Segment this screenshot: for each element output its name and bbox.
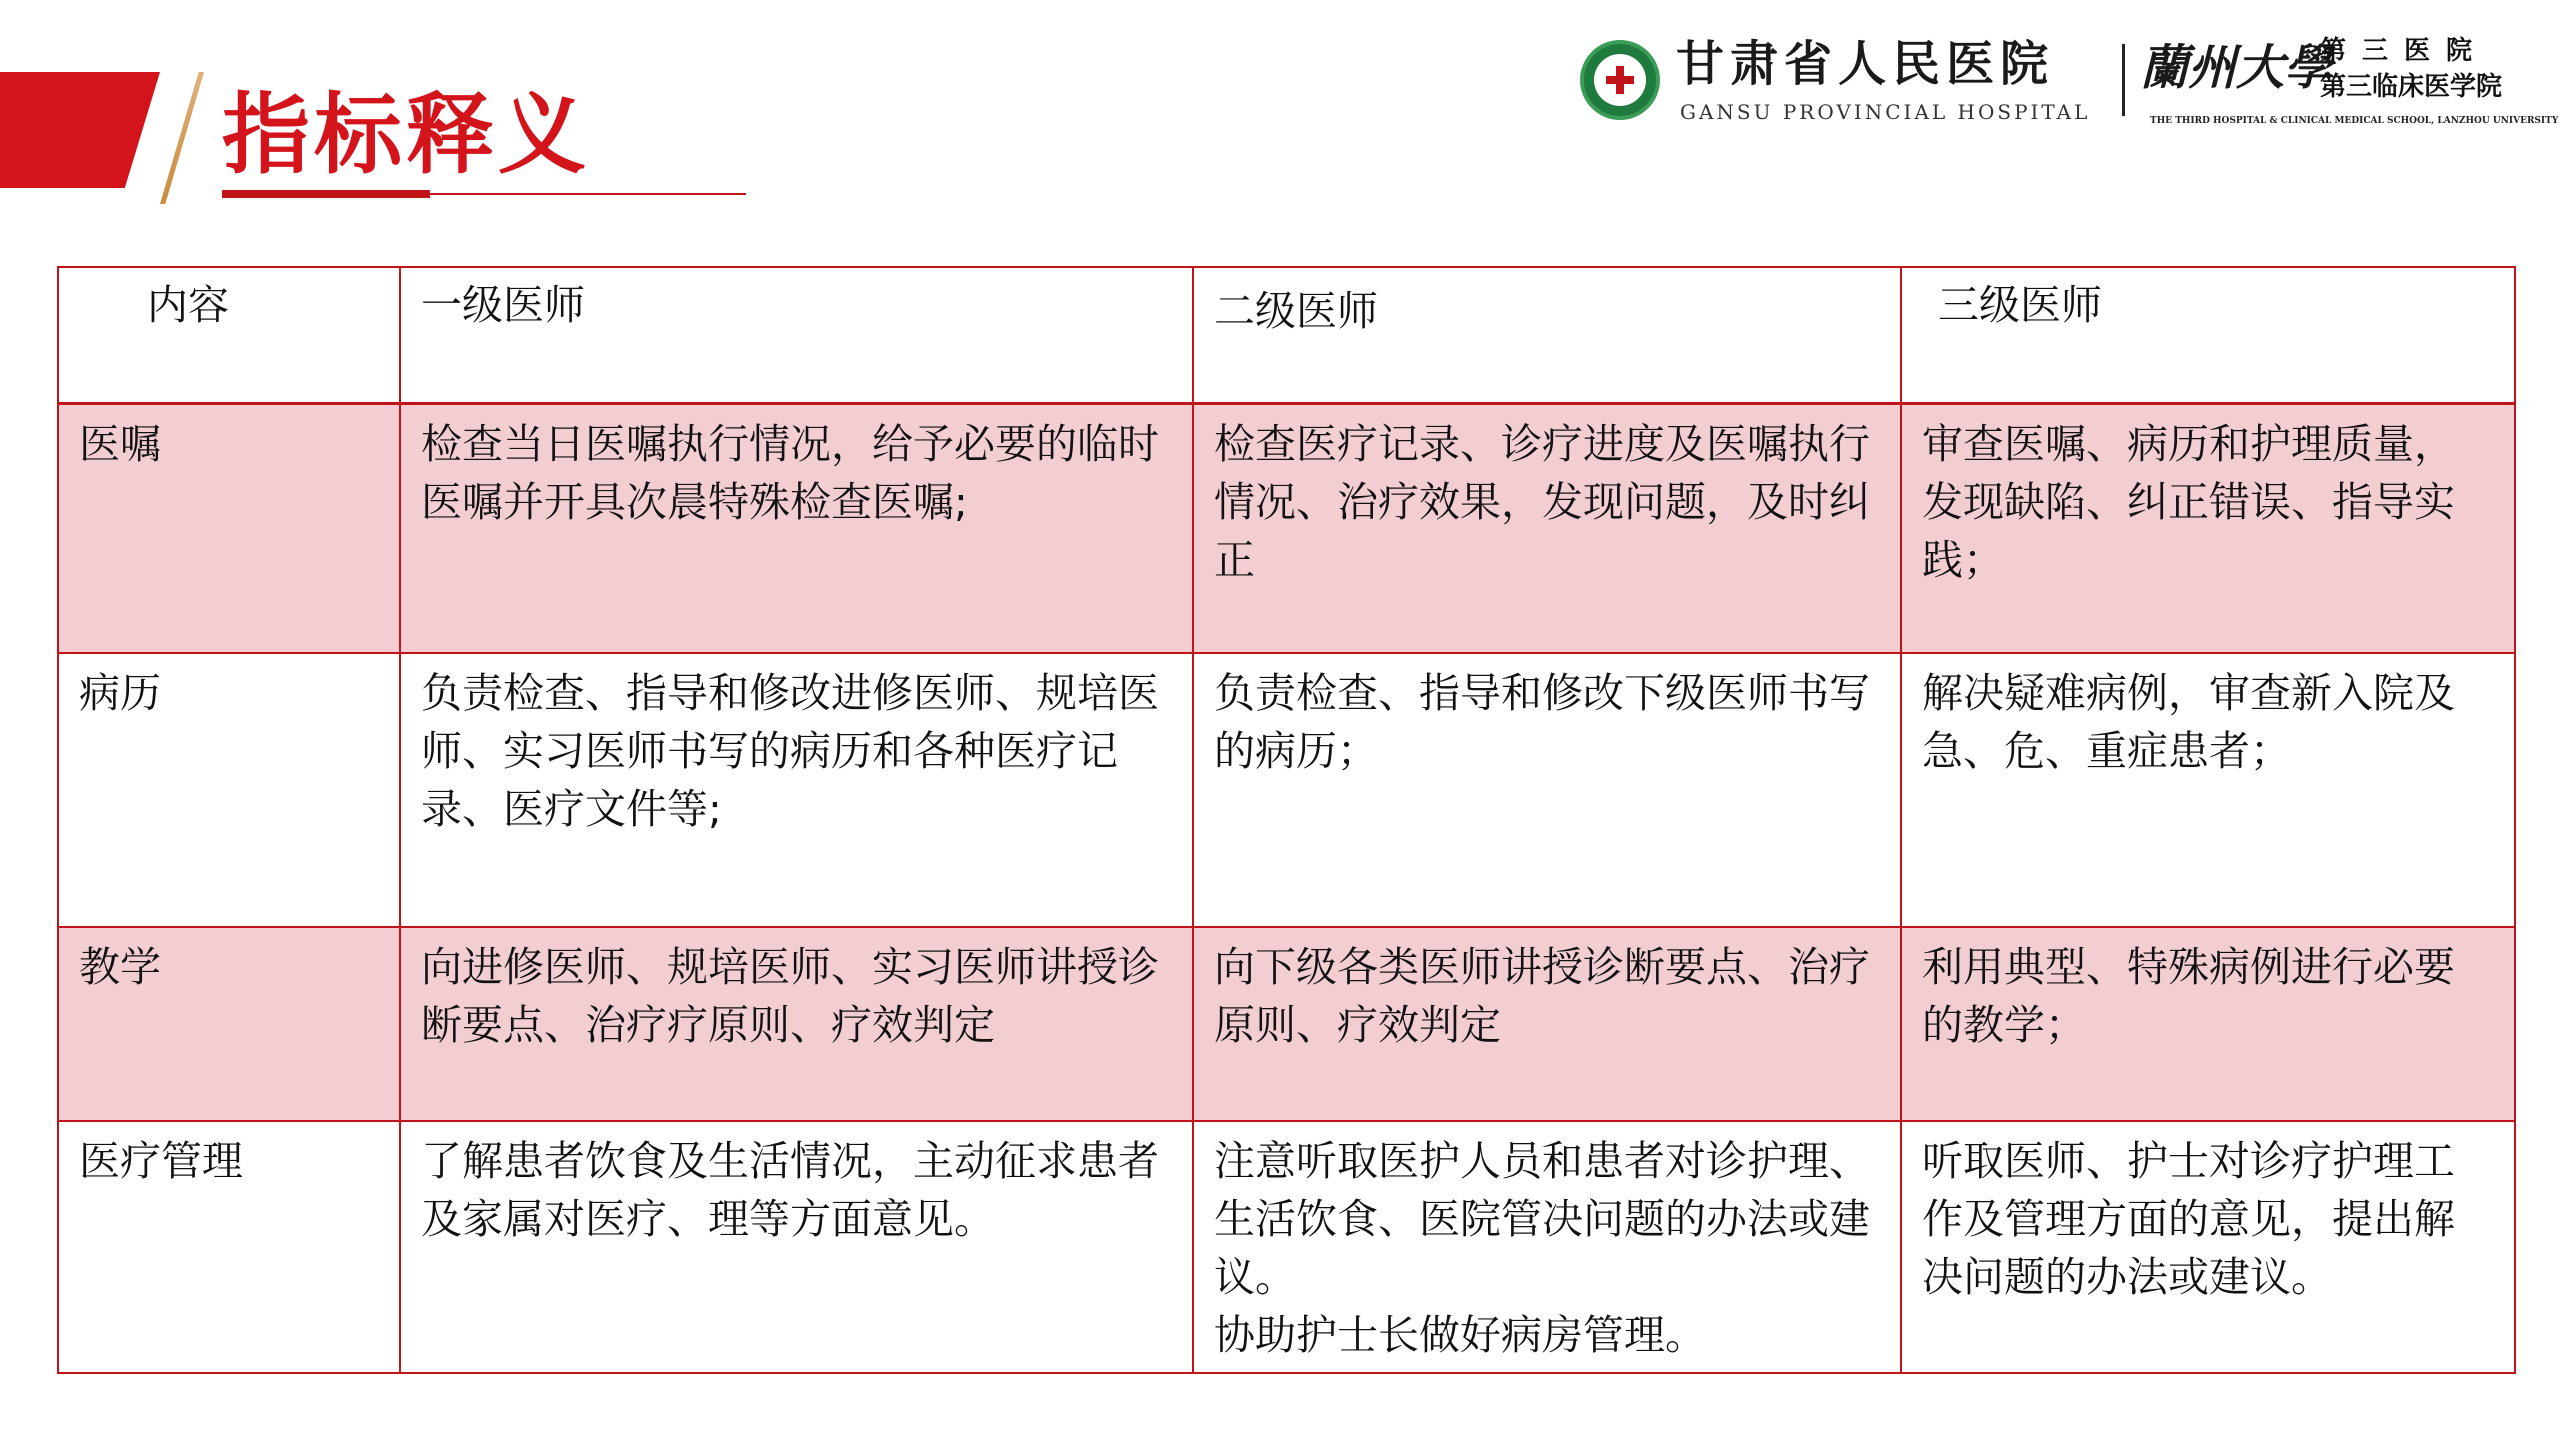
row-label: 医疗管理 <box>58 1121 400 1373</box>
table-cell: 负责检查、指导和修改进修医师、规培医师、实习医师书写的病历和各种医疗记录、医疗文件等; <box>400 653 1193 927</box>
table-cell: 审查医嘱、病历和护理质量，发现缺陷、纠正错误、指导实践； <box>1901 403 2515 653</box>
page-title: 指标释义 <box>222 83 591 186</box>
header-cell-level1: 一级医师 <box>400 267 1193 403</box>
title-accent-block <box>0 72 160 188</box>
row-label: 教学 <box>58 927 400 1121</box>
row-label: 医嘱 <box>58 403 400 653</box>
university-hospital-line2: 第三临床医学院 <box>2320 72 2503 102</box>
table-cell: 了解患者饮食及生活情况，主动征求患者及家属对医疗、理等方面意见。 <box>400 1121 1193 1373</box>
table-cell: 检查医疗记录、诊疗进度及医嘱执行情况、治疗效果，发现问题，及时纠正 <box>1193 403 1901 653</box>
header-cell-level3: 三级医师 <box>1901 267 2515 403</box>
table-cell: 向进修医师、规培医师、实习医师讲授诊断要点、治疗疗原则、疗效判定 <box>400 927 1193 1121</box>
table-row <box>58 1121 2515 1373</box>
header-cell-level2: 二级医师 <box>1193 267 1901 403</box>
cell-text-extra: 协助护士长做好病房管理。 <box>1214 1311 1706 1359</box>
row-label: 病历 <box>58 653 400 927</box>
table-cell: 检查当日医嘱执行情况，给予必要的临时医嘱并开具次晨特殊检查医嘱; <box>400 403 1193 653</box>
hospital-name-en: GANSU PROVINCIAL HOSPITAL <box>1680 100 2091 124</box>
table-row <box>58 653 2515 927</box>
title-accent-stripe <box>160 72 204 204</box>
university-name-en: THE THIRD HOSPITAL & CLINICAL MEDICAL SCHOOL, LANZHOU UNIVERSITY <box>2150 116 2559 126</box>
table-row <box>58 403 2515 653</box>
header-cell-content: 内容 <box>58 267 400 403</box>
indicator-table <box>57 266 2516 1374</box>
logo-divider <box>2122 44 2125 116</box>
university-hospital-line1: 第三医院 <box>2320 36 2489 66</box>
cell-text: 注意听取医护人员和患者对诊护理、生活饮食、医院管决问题的办法或建议。 <box>1214 1137 1870 1301</box>
university-name: 蘭州大學 <box>2140 40 2333 96</box>
title-underline-thin <box>430 193 746 195</box>
table-cell: 负责检查、指导和修改下级医师书写的病历； <box>1193 653 1901 927</box>
table-row <box>58 927 2515 1121</box>
table-cell: 听取医师、护士对诊疗护理工作及管理方面的意见，提出解决问题的办法或建议。 <box>1901 1121 2515 1373</box>
medical-cross-icon <box>1600 60 1640 100</box>
table-cell <box>1193 1121 1901 1373</box>
table-cell: 利用典型、特殊病例进行必要的教学； <box>1901 927 2515 1121</box>
hospital-name: 甘肃省人民医院 <box>1676 36 2055 92</box>
table-cell: 向下级各类医师讲授诊断要点、治疗原则、疗效判定 <box>1193 927 1901 1121</box>
table-header-row <box>58 267 2515 403</box>
seal-center <box>1594 54 1646 106</box>
table-cell: 解决疑难病例，审查新入院及急、危、重症患者； <box>1901 653 2515 927</box>
hospital-seal-icon <box>1580 40 1660 120</box>
title-underline <box>222 190 430 198</box>
